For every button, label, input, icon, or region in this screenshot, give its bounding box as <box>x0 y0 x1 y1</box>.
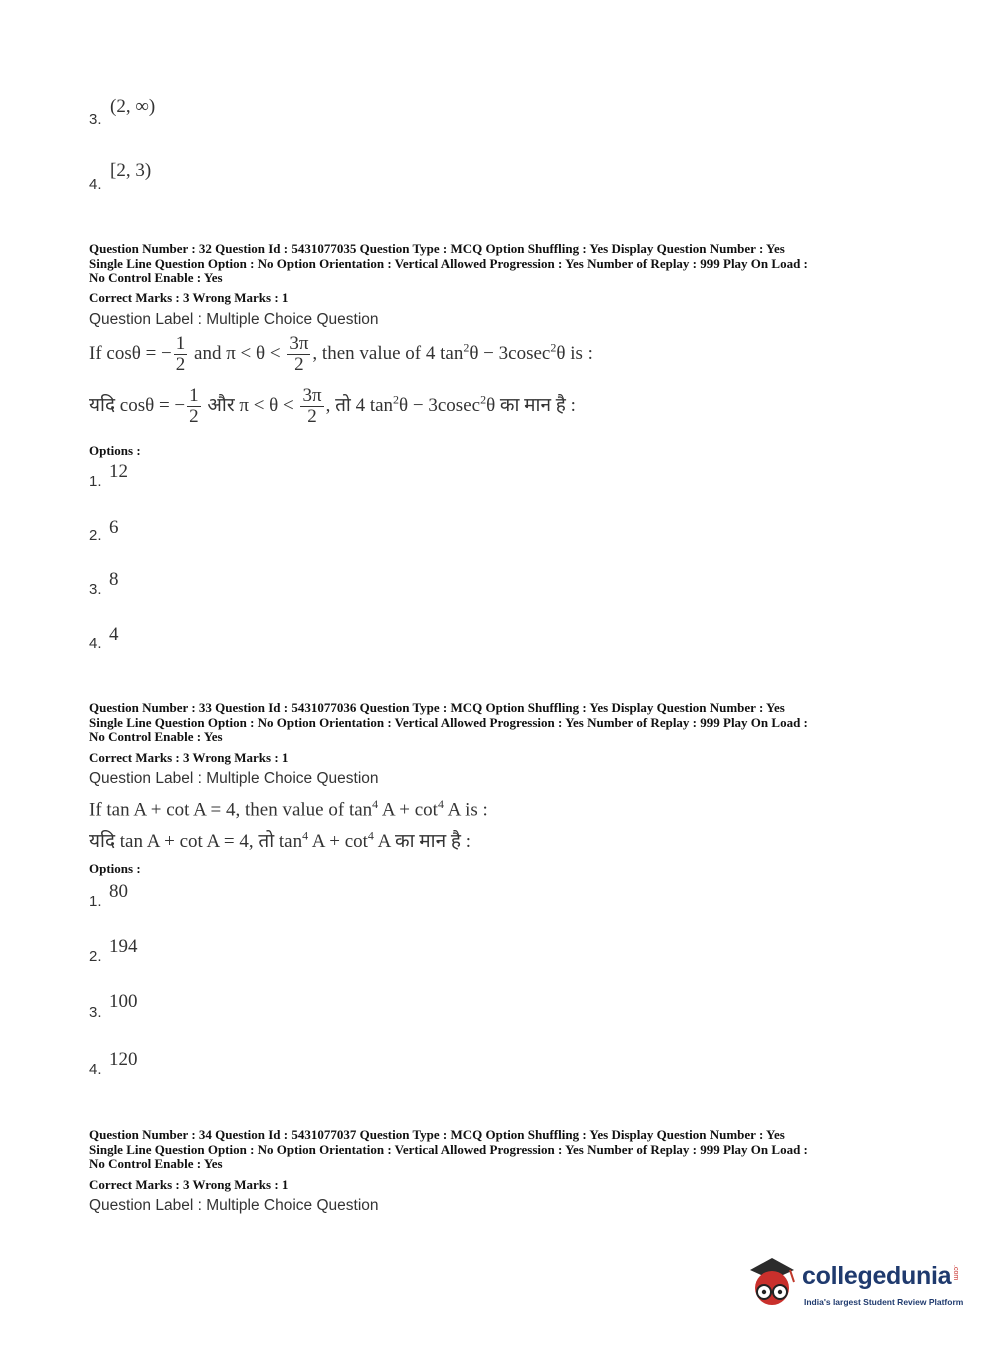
meta-line: Single Line Question Option : No Option Orientation : Vertical Allowed Progression : Yes Number of Replay : 999 Play On Load : <box>89 1141 808 1157</box>
meta-line: Single Line Question Option : No Option Orientation : Vertical Allowed Progression : Yes Number of Replay : 999 Play On Load : <box>89 255 808 271</box>
option-number: 3. <box>89 111 102 128</box>
meta-line: Question Number : 34 Question Id : 5431077037 Question Type : MCQ Option Shuffling : Yes Display Question Number : Yes <box>89 1127 785 1142</box>
logo-tagline: India's largest Student Review Platform <box>804 1297 964 1307</box>
option-value: 194 <box>109 936 138 957</box>
option-value: [2, 3) <box>110 160 152 181</box>
option-value: (2, ∞) <box>110 96 156 117</box>
meta-line: No Control Enable : Yes <box>89 270 223 285</box>
meta-line: Single Line Question Option : No Option Orientation : Vertical Allowed Progression : Yes Number of Replay : 999 Play On Load : <box>89 714 808 730</box>
option-value: 6 <box>109 517 119 538</box>
question-32-hindi-text: यदि cosθ = − $\frac{1}{2}$ और π < θ < $\frac{3\pi}{2}$ , तो 4 $\tan^2\theta - 3cosec^2\theta$ का मान है : <box>89 385 576 427</box>
question-34-marks: Correct Marks : 3 Wrong Marks : 1 <box>89 1177 289 1192</box>
question-33-marks: Correct Marks : 3 Wrong Marks : 1 <box>89 750 289 765</box>
question-33-english-text: If tan A + cot A = 4, then value of $\tan^4 A + \cot^4 A$ is : <box>89 797 488 821</box>
option-number: 2. <box>89 948 102 965</box>
option-value: 100 <box>109 991 138 1012</box>
option-number: 2. <box>89 527 102 544</box>
question-32-label: Question Label : Multiple Choice Question <box>89 311 379 328</box>
option-value: 12 <box>109 461 128 482</box>
meta-line: No Control Enable : Yes <box>89 729 223 744</box>
logo-tld: .com <box>952 1265 959 1281</box>
option-value: 80 <box>109 881 128 902</box>
question-34-meta <box>89 1128 919 1172</box>
question-32-english-text: If cosθ = − $\frac{1}{2}$ and π < θ < $\frac{3\pi}{2}$ , then value of 4 $\tan^2\theta - 3cosec^2\theta$ is : <box>89 333 593 375</box>
question-33-meta <box>89 701 919 745</box>
option-number: 4. <box>89 176 102 193</box>
logo-name: collegedunia <box>802 1262 952 1290</box>
option-number: 3. <box>89 581 102 598</box>
options-heading: Options : <box>89 443 141 458</box>
question-33-hindi-text: यदि tan A + cot A = 4, तो $\tan^4 A + \cot^4 A$ का मान है : <box>89 828 472 852</box>
question-34-label: Question Label : Multiple Choice Question <box>89 1197 379 1214</box>
option-number: 4. <box>89 1061 102 1078</box>
option-number: 3. <box>89 1004 102 1021</box>
option-number: 4. <box>89 635 102 652</box>
option-value: 120 <box>109 1049 138 1070</box>
option-number: 1. <box>89 473 102 490</box>
meta-line: Question Number : 33 Question Id : 5431077036 Question Type : MCQ Option Shuffling : Yes Display Question Number : Yes <box>89 700 785 715</box>
option-value: 4 <box>109 624 119 645</box>
option-number: 1. <box>89 893 102 910</box>
question-33-label: Question Label : Multiple Choice Question <box>89 770 379 787</box>
option-value: 8 <box>109 569 119 590</box>
meta-line: No Control Enable : Yes <box>89 1156 223 1171</box>
mascot-icon <box>742 1252 802 1314</box>
question-32-meta <box>89 242 919 286</box>
options-heading: Options : <box>89 861 141 876</box>
question-32-marks: Correct Marks : 3 Wrong Marks : 1 <box>89 290 289 305</box>
meta-line: Question Number : 32 Question Id : 5431077035 Question Type : MCQ Option Shuffling : Yes Display Question Number : Yes <box>89 241 785 256</box>
collegedunia-logo <box>742 1252 972 1322</box>
